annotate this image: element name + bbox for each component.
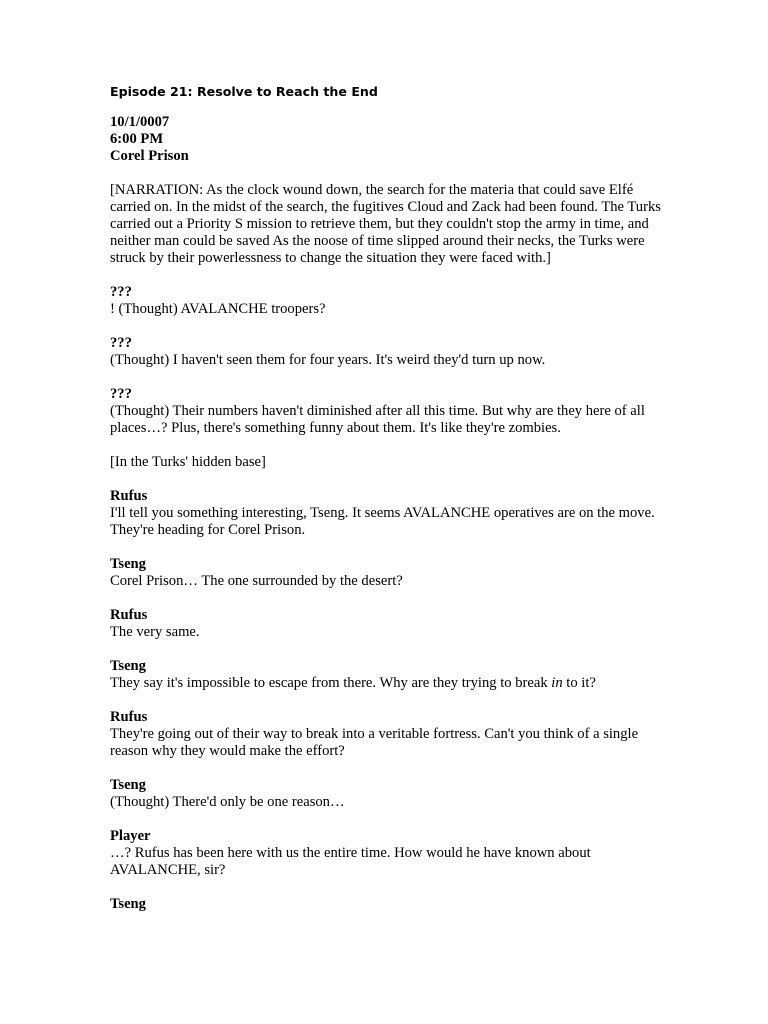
dialogue-entry: [110, 335, 670, 369]
speaker-name: ???: [110, 335, 132, 351]
emphasis-text: in: [551, 675, 563, 691]
dialogue-line: …? Rufus has been here with us the entire time. How would he have known about AVALANCHE, sir?: [110, 845, 591, 878]
speaker-name: Tseng: [110, 896, 146, 912]
dialogue-line: (Thought) I haven't seen them for four years. It's weird they'd turn up now.: [110, 352, 546, 368]
dialogue-text: They say it's impossible to escape from there. Why are they trying to break: [110, 675, 552, 691]
scene-note: [In the Turks' hidden base]: [110, 454, 266, 470]
dialogue-entry: [110, 896, 670, 913]
speaker-name: Tseng: [110, 777, 146, 793]
episode-title: Episode 21: Resolve to Reach the End: [110, 84, 378, 99]
document-page: [110, 84, 670, 930]
dialogue-line: ! (Thought) AVALANCHE troopers?: [110, 301, 326, 317]
speaker-name: Player: [110, 828, 151, 844]
narration: [NARRATION: As the clock wound down, the search for the materia that could save Elfé carried on. In the midst of the search, the fugitives Cloud and Zack had been found. The Turks carried out a Priority S mission to retrieve them, but they couldn't stop the army in time, and neither man could be saved As the noose of time slipped around their necks, the Turks were struck by their powerlessness to change the situation they were faced with.]: [110, 182, 661, 266]
dialogue-entry: [110, 386, 670, 437]
dialogue-entry: [110, 607, 670, 641]
speaker-name: ???: [110, 386, 132, 402]
speaker-name: Tseng: [110, 556, 146, 572]
speaker-name: Rufus: [110, 607, 148, 623]
dialogue-line: [110, 675, 670, 692]
dialogue-entry: [110, 284, 670, 318]
speaker-name: Rufus: [110, 709, 148, 725]
scene-date: 10/1/0007: [110, 114, 170, 130]
speaker-name: Rufus: [110, 488, 148, 504]
dialogue-entry: [110, 828, 670, 879]
dialogue-entry: [110, 556, 670, 590]
dialogue-entry: [110, 777, 670, 811]
dialogue-text: to it?: [562, 675, 596, 691]
scene-location: Corel Prison: [110, 148, 189, 164]
dialogue-line: (Thought) There'd only be one reason…: [110, 794, 345, 810]
dialogue-line: Corel Prison… The one surrounded by the desert?: [110, 573, 403, 589]
dialogue-entry: [110, 488, 670, 539]
scene-header: [110, 114, 670, 165]
dialogue-line: (Thought) Their numbers haven't diminished after all this time. But why are they here of all places…? Plus, there's something funny about them. It's like they're zombies.: [110, 403, 645, 436]
dialogue-line: They're going out of their way to break into a veritable fortress. Can't you think of a single reason why they would make the effort?: [110, 726, 639, 759]
speaker-name: Tseng: [110, 658, 146, 674]
dialogue-line: The very same.: [110, 624, 200, 640]
dialogue-entry: [110, 658, 670, 692]
scene-time: 6:00 PM: [110, 131, 164, 147]
speaker-name: ???: [110, 284, 132, 300]
dialogue-entry: [110, 709, 670, 760]
dialogue-line: I'll tell you something interesting, Tseng. It seems AVALANCHE operatives are on the move. They're heading for Corel Prison.: [110, 505, 655, 538]
